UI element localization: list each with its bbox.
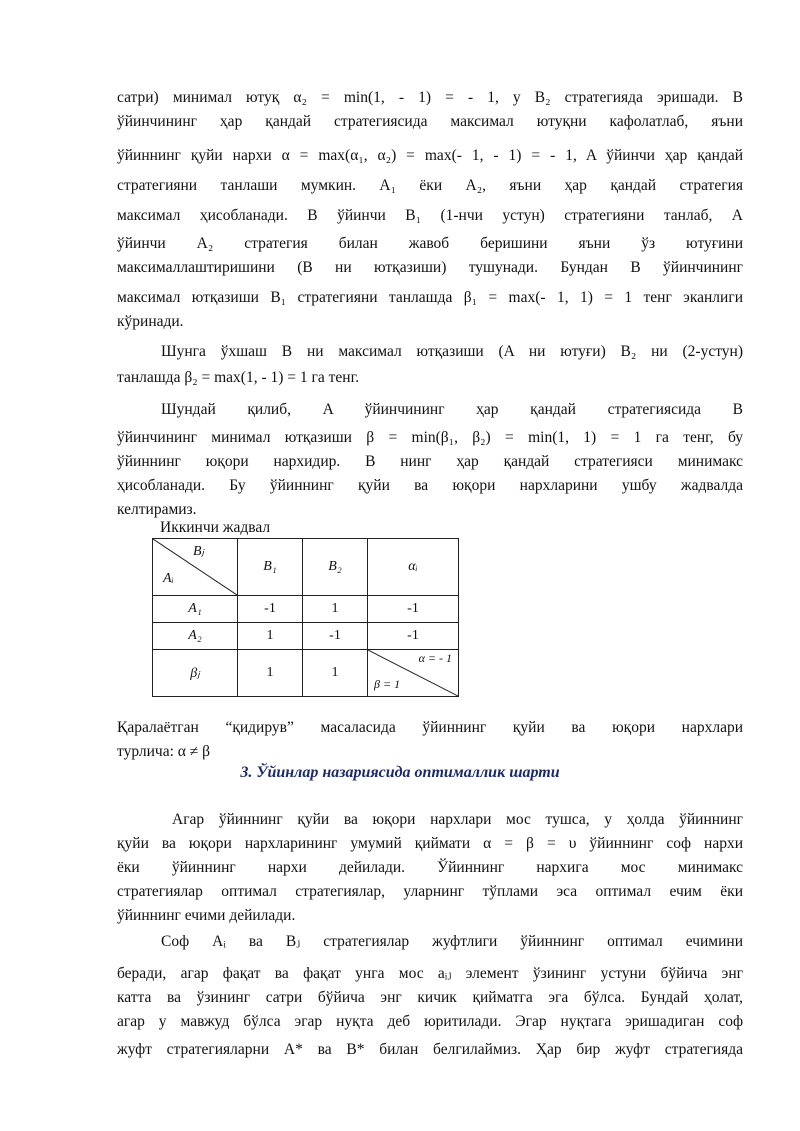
text-line: ўйиннинг ечими дейилади. [117, 907, 296, 924]
table-cell: 1 [238, 623, 303, 650]
text-line: агар у мавжуд бўлса эгар нуқта деб юритилади. Эгар нуқтага эришадиган соф [117, 1013, 743, 1030]
table-cell: 1 [238, 650, 303, 697]
row-label: A₁ [153, 596, 238, 623]
table-cell: -1 [238, 596, 303, 623]
text-line: ўйиннинг қуйи нархи α = max(α₁, α₂) = max(- 1, - 1) = - 1, A ўйинчи ҳар қандай [117, 147, 743, 164]
text-line: максималлаштиришини (B ни ютқазиши) тушунади. Бундан B ўйинчининг [117, 259, 743, 276]
table-cell: 1 [303, 596, 368, 623]
text-line: максимал ҳисобланади. B ўйинчи B₁ (1-нчи устун) стратегияни танлаб, A [117, 207, 743, 224]
text-line: Шунга ўхшаш B ни максимал ютқазиши (A ни ютуғи) B₂ ни (2-устун) [161, 343, 743, 360]
table-row [153, 650, 459, 697]
alpha-value: α = - 1 [418, 651, 452, 665]
text-line: ўйинчининг ҳар қандай стратегиясида максимал ютуқни кафолатлаб, яъни [117, 113, 743, 130]
paragraph-1 [117, 86, 743, 334]
paragraph-6 [117, 930, 743, 1062]
table-corner-cell [153, 539, 238, 596]
paragraph-4 [117, 716, 743, 764]
text-line: стратегияни танлаши мумкин. A₁ ёки A₂, яъни ҳар қандай стратегия [117, 177, 743, 194]
table-row [153, 623, 459, 650]
corner-row-label: Aᵢ [163, 571, 174, 586]
table-header-row [153, 539, 459, 596]
text-line: кўринади. [117, 313, 184, 330]
text-line: стратегиялар оптимал стратегиялар, уларнинг тўплами эса оптимал ечим ёки [117, 883, 743, 900]
beta-value: β = 1 [374, 677, 401, 691]
col-header: B₁ [238, 539, 303, 596]
text-line: ёки ўйиннинг нархи дейилади. Ўйиннинг нархига мос минимакс [117, 859, 743, 876]
col-header: B₂ [303, 539, 368, 596]
text-line: Шундай қилиб, A ўйинчининг ҳар қандай стратегиясида B [161, 401, 743, 418]
paragraph-5 [117, 808, 743, 928]
col-header: αᵢ [368, 539, 459, 596]
table-cell: -1 [368, 596, 459, 623]
text-line: сатри) минимал ютуқ α₂ = min(1, - 1) = - 1, у B₂ стратегияда эришади. B [117, 89, 743, 106]
text-line: Агар ўйиннинг қуйи ва юқори нархлари мос тушса, у ҳолда ўйиннинг [172, 811, 743, 828]
text-line: Қаралаётган “қидирув” масаласида ўйиннинг қуйи ва юқори нархлари [117, 719, 743, 736]
text-line: Соф Aᵢ ва Bⱼ стратегиялар жуфтлиги ўйиннинг оптимал ечимини [161, 933, 743, 950]
text-line: танлашда β₂ = max(1, - 1) = 1 га тенг. [117, 369, 360, 386]
text-line: ўйинчи A₂ стратегия билан жавоб беришини яъни ўз ютуғини [117, 235, 743, 252]
text-line: келтирамиз. [117, 501, 197, 518]
text-line: жуфт стратегияларни A* ва B* билан белгилаймиз. Ҳар бир жуфт стратегияда [117, 1041, 743, 1058]
paragraph-3 [117, 398, 743, 522]
text-line: максимал ютқазиши B₁ стратегияни танлашда β₁ = max(- 1, 1) = 1 тенг эканлиги [117, 289, 743, 306]
row-label: A₂ [153, 623, 238, 650]
table-row [153, 596, 459, 623]
text-line: ҳисобланади. Бу ўйиннинг қуйи ва юқори нархларини ушбу жадвалда [117, 477, 743, 494]
row-label: βⱼ [153, 650, 238, 697]
split-cell [368, 650, 459, 697]
text-line: турлича: α ≠ β [117, 743, 211, 760]
table-cell: -1 [303, 623, 368, 650]
table-cell: -1 [368, 623, 459, 650]
text-line: катта ва ўзининг сатри бўйича энг кичик қийматга эга бўлса. Бундай ҳолат, [117, 989, 743, 1006]
paragraph-2 [117, 340, 743, 390]
table-cell: 1 [303, 650, 368, 697]
text-line: ўйинчининг минимал ютқазиши β = min(β₁, β₂) = min(1, 1) = 1 га тенг, бу [117, 429, 743, 446]
section-heading: 3. Ўйинлар назариясида оптималлик шарти [240, 764, 560, 781]
table-caption: Иккинчи жадвал [160, 519, 271, 536]
corner-col-label: Bⱼ [193, 544, 204, 559]
text-line: ўйиннинг юқори нархидир. B нинг ҳар қандай стратегияси минимакс [117, 453, 743, 470]
text-line: қуйи ва юқори нархларининг умумий қиймати α = β = υ ўйиннинг соф нархи [117, 835, 743, 852]
payoff-table [152, 538, 459, 697]
text-line: беради, агар фақат ва фақат унга мос aᵢⱼ элемент ўзининг устуни бўйича энг [117, 965, 743, 982]
